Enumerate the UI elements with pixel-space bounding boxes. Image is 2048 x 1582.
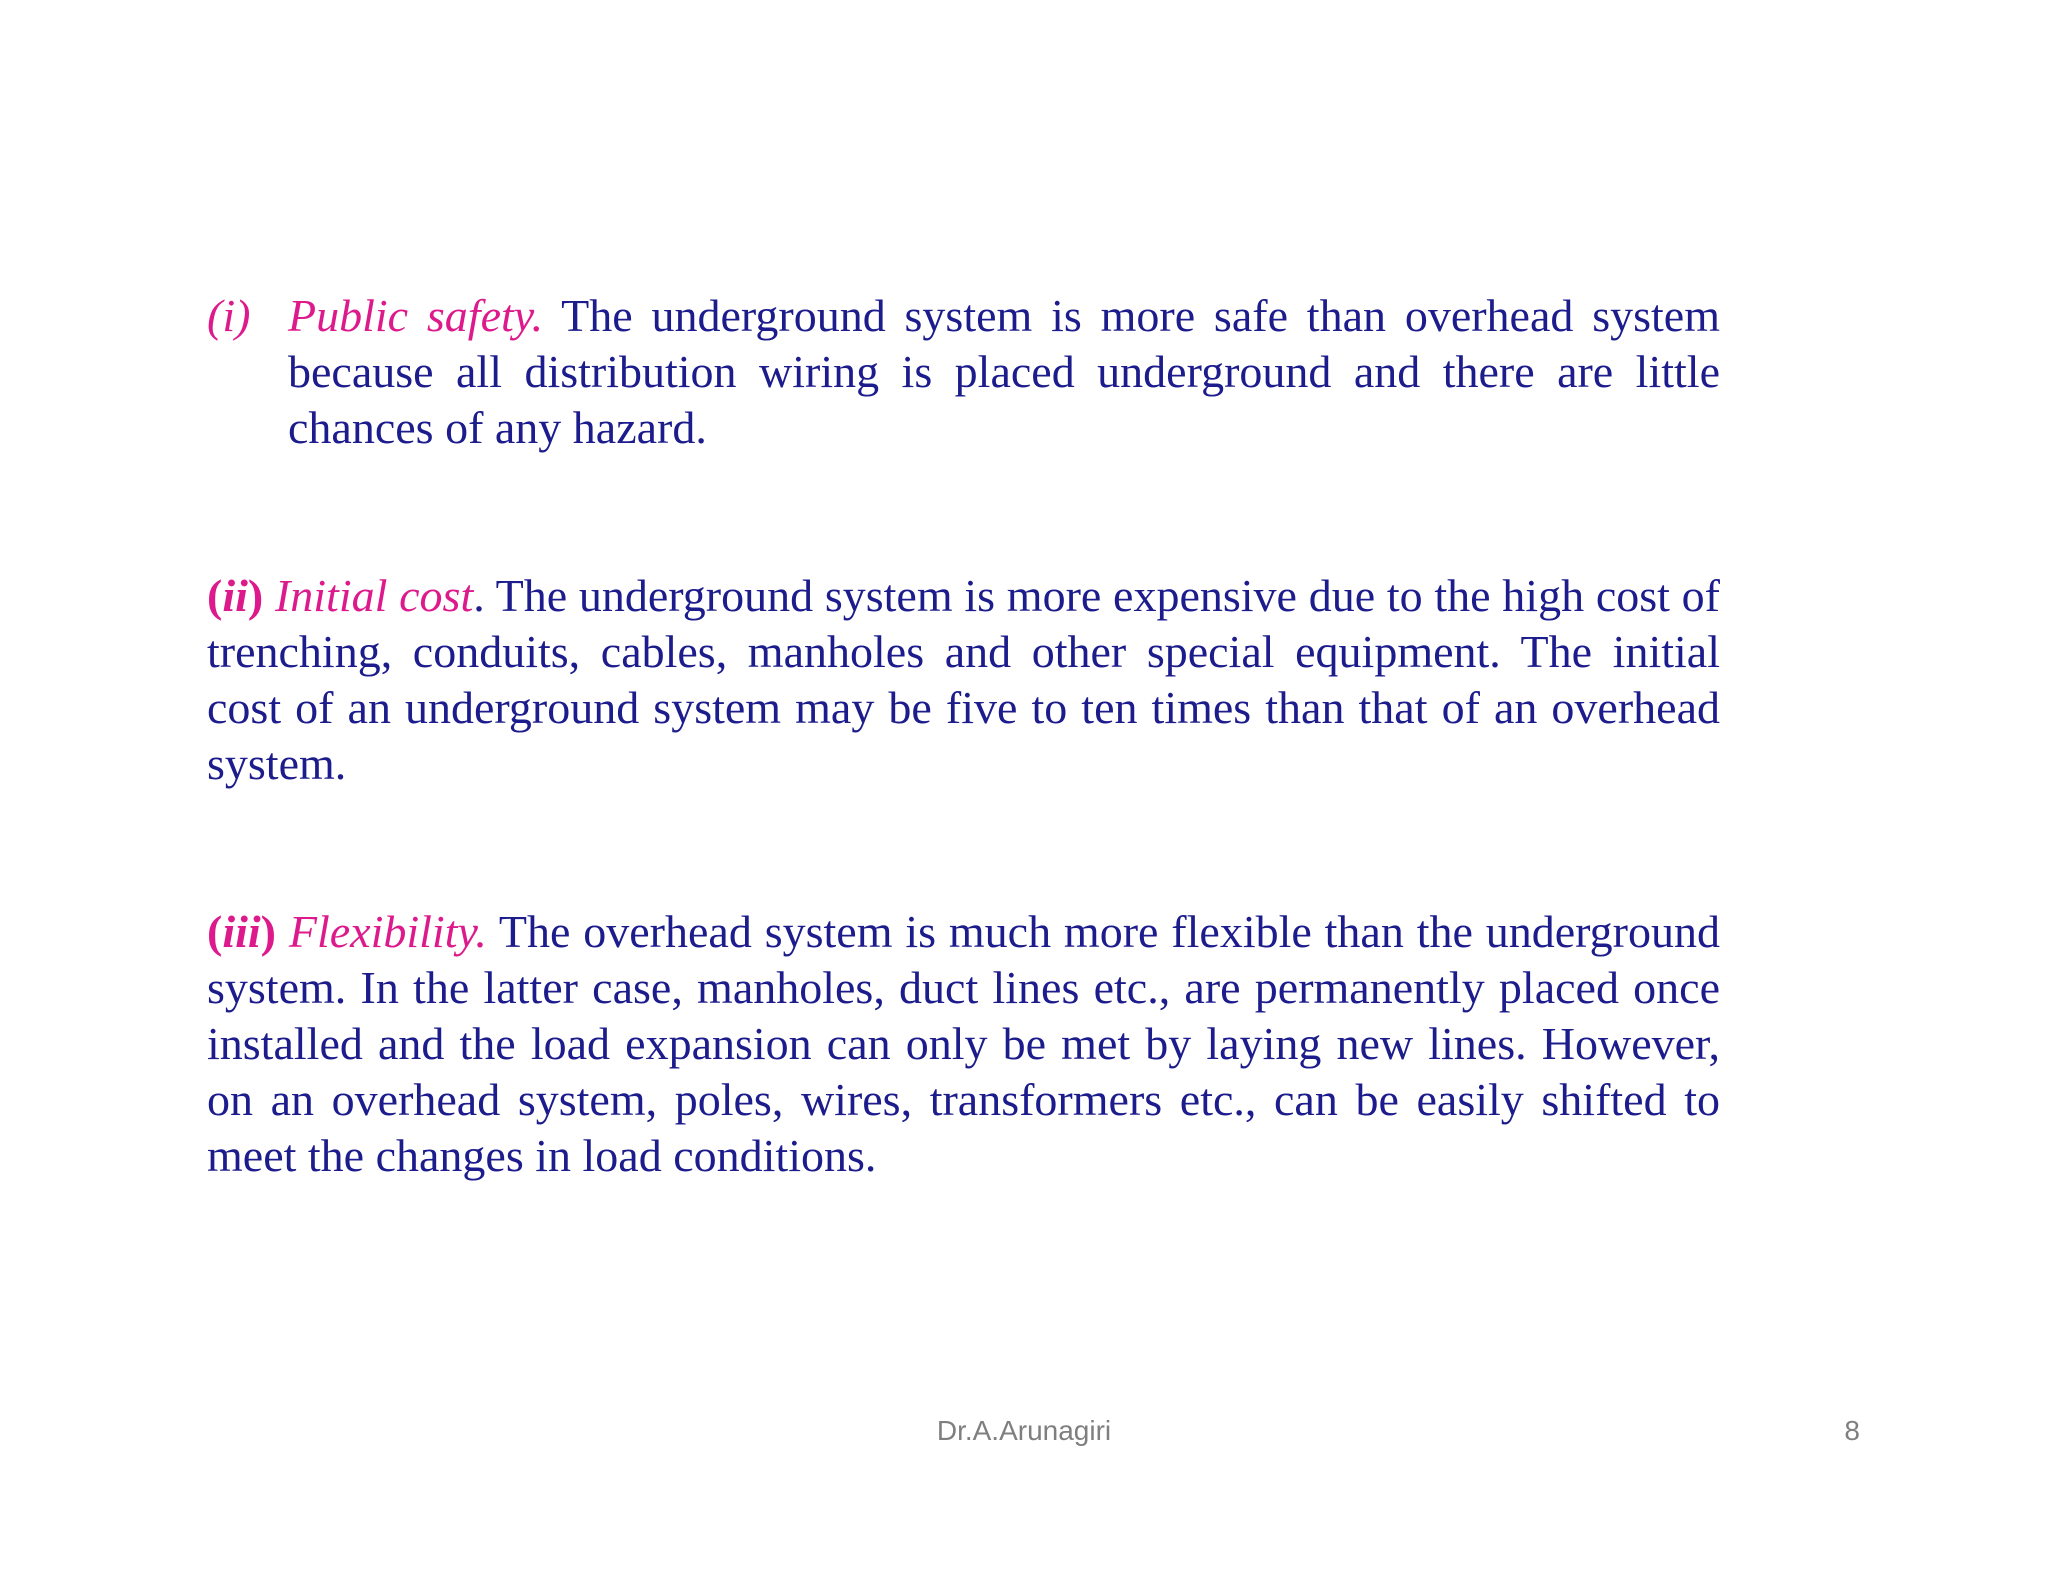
paragraph-text: The underground system is more expensive due to the high cost of trenching, conduits, cables, manholes and other special equipment. The initial cost of an underground system may be five to ten times than that of an overhead system. [207, 570, 1720, 789]
list-marker: iii [222, 906, 261, 957]
paragraph-text: The overhead system is much more flexible than the underground system. In the latter case, manholes, duct lines etc., are permanently placed once installed and the load expansion can only be met by laying new lines. However, on an overhead system, poles, wires, transformers etc., can be easily shifted to meet the changes in load conditions. [207, 906, 1720, 1181]
list-marker-open: ( [207, 906, 223, 957]
paragraph-text: The underground system is more safe than overhead system because all distribution wiring is placed underground and there are little chances of any hazard. [288, 290, 1720, 453]
paragraph-heading: Public safety. [288, 290, 544, 341]
list-marker-open: ( [207, 570, 223, 621]
list-marker-close: ) [247, 570, 264, 621]
paragraph-public-safety [207, 288, 1720, 456]
paragraph-heading-period: . [473, 570, 485, 621]
paragraph-flexibility [207, 904, 1720, 1184]
page-number: 8 [1844, 1415, 1860, 1446]
footer-author: Dr.A.Arunagiri [936, 1415, 1112, 1446]
paragraph-heading: Flexibility. [276, 906, 487, 957]
paragraph-initial-cost [207, 568, 1720, 792]
list-marker: (i) [207, 290, 251, 341]
slide-content [207, 288, 1720, 1184]
paragraph-heading: Initial cost [263, 570, 474, 621]
list-marker-close: ) [260, 906, 276, 957]
list-marker: ii [222, 570, 248, 621]
